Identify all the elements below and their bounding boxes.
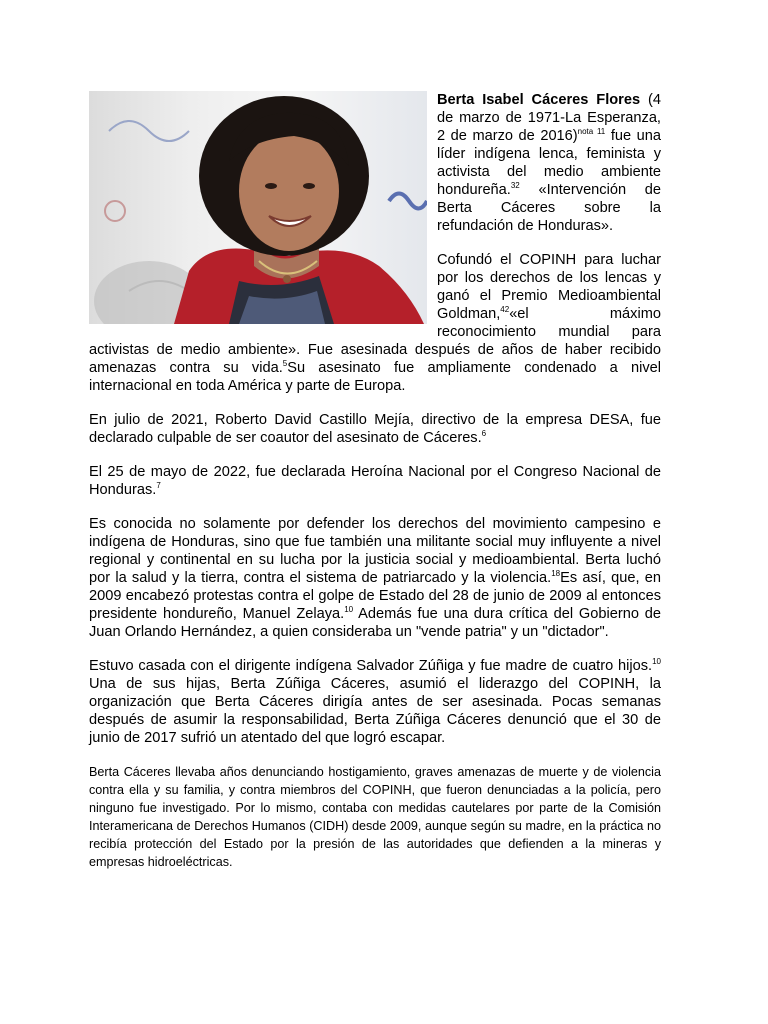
footnote-7[interactable]: 7 [156, 481, 161, 490]
para7-text: Berta Cáceres llevaba años denunciando hostigamiento, graves amenazas de muerte y de violencia contra ella y su familia, y contra miembros del COPINH, que fueron denunciadas a la policía, pero ninguno fue investigado. Por lo mismo, contaba con medidas cautelares por parte de la Comisión Interamericana de Derechos Humanos (CIDH) desde 2009, aunque según su madre, en la práctica no recibía protección del Estado por la presión de las autoridades que defienden a la mineras y empresas hidroeléctricas. [89, 765, 661, 869]
intro-text-3: «Intervención de Berta Cáceres sobre la refundación de Honduras». [437, 182, 661, 234]
footnote-18[interactable]: 18 [551, 569, 561, 578]
para2-text-1: Cofundó el COPINH para luchar por los derechos de los lencas y ganó el Premio Medioambiental Goldman, [437, 252, 661, 322]
para5-text-3: Además fue una dura crítica del Gobierno de Juan Orlando Hernández, a quien consideraba un "vende patria" y un "dictador". [89, 606, 661, 640]
para2-text-2: «el máximo reconocimiento mundial para activistas de medio ambiente». Fue asesinada después de años de haber recibido amenazas contra su vida. [89, 306, 661, 376]
para6-text-2: Una de sus hijas, Berta Zúñiga Cáceres, asumió el liderazgo del COPINH, la organización que Berta Cáceres dirigía antes de ser asesinada. Pocas semanas después de asumir la responsabilidad, Berta Zúñiga Cáceres denunció que el 30 de junio de 2017 sufrió un atentado del que logró escapar. [89, 676, 661, 746]
para6-text-1: Estuvo casada con el dirigente indígena Salvador Zúñiga y fue madre de cuatro hijos. [89, 658, 653, 674]
para5-text-1: Es conocida no solamente por defender los derechos del movimiento campesino e indígena de Honduras, sino que fue también una militante social muy influyente a nivel regional y continental en su lucha por la justicia social y medioambiental. Berta luchó por la salud y la tierra, contra el sistema de patriarcado y la violencia. [89, 516, 661, 586]
footnote-32[interactable]: 32 [510, 181, 520, 190]
footnote-11[interactable]: 11 [593, 127, 606, 136]
family-paragraph [89, 657, 661, 747]
footnote-6[interactable]: 6 [481, 429, 487, 438]
heroine-paragraph [89, 463, 661, 499]
intro-text-2: fue una líder indígena lenca, feminista y activista del medio ambiente hondureña. [437, 128, 662, 198]
portrait-photo [89, 91, 427, 324]
footnote-42[interactable]: 42 [500, 305, 510, 314]
footnote-10b[interactable]: 10 [652, 657, 661, 666]
intro-text-1: (4 de marzo de 1971-La Esperanza, 2 de marzo de 2016) [437, 92, 662, 144]
activism-paragraph [89, 515, 661, 641]
threats-paragraph [89, 763, 661, 871]
para4-text: El 25 de mayo de 2022, fue declarada Heroína Nacional por el Congreso Nacional de Honduras. [89, 464, 661, 498]
document-page [89, 91, 661, 887]
para5-text-2: Es así, que, en 2009 encabezó protestas contra el golpe de Estado del 28 de junio de 2009 al entonces presidente hondureño, Manuel Zelaya. [89, 570, 661, 622]
footnote-10[interactable]: 10 [344, 605, 354, 614]
footnote-nota[interactable]: nota [577, 127, 594, 136]
verdict-paragraph [89, 411, 661, 447]
footnote-5[interactable]: 5 [282, 359, 288, 368]
person-name: Berta Isabel Cáceres Flores [437, 92, 641, 108]
para3-text: En julio de 2021, Roberto David Castillo Mejía, directivo de la empresa DESA, fue declarado culpable de ser coautor del asesinato de Cáceres. [89, 412, 661, 446]
para2-text-3: Su asesinato fue ampliamente condenado a nivel internacional en toda América y parte de Europa. [89, 360, 661, 394]
portrait-illustration [89, 91, 427, 324]
